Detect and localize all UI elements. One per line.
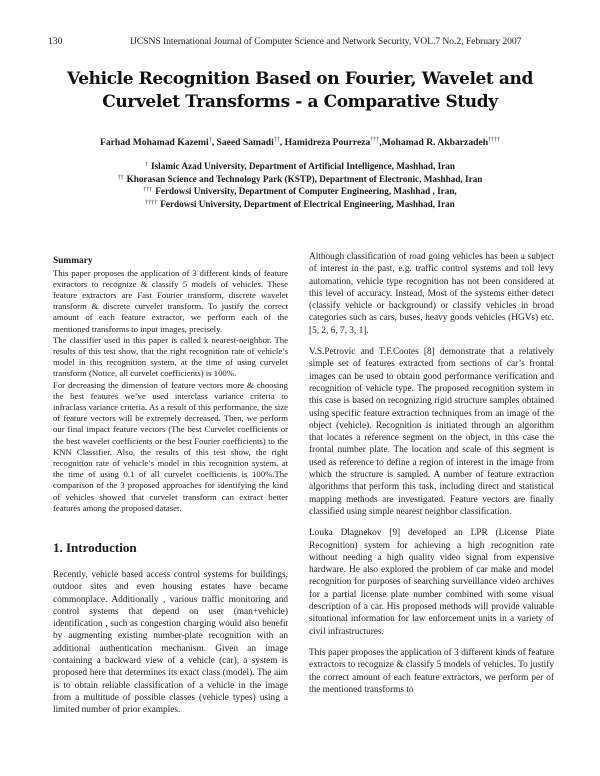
author-name: Saeed Samadi [216,137,274,148]
section-heading-introduction: 1. Introduction [53,539,137,555]
page-number: 130 [48,36,63,47]
author-name: Hamidreza Pourreza [284,137,371,148]
affiliation-text: Ferdowsi University, Department of Electrical Engineering, Mashhad, Iran [160,199,455,210]
paper-title [0,68,600,114]
author-list [0,134,600,149]
affiliation [0,160,600,173]
right-column [309,251,554,696]
author-separator: , [379,137,382,148]
title-line-2: Curvelet Transforms - a Comparative Study [102,92,498,112]
summary-paragraph: For decreasing the dimension of feature vectors more & choosing the best features we’ve used interclass variance criteria to infraclass variance criteria. As a result of this performance, the size of feature vectors will be extremely decreased. Then, we perform our final impact feature vectors (The best Curvelet coefficients or the best wavelet coefficients or the best Fourier coefficients) to the KNN Classifier. Also, the results of this test show, the right recognition rate of vehicle’s model in this recognition system, at the time of using 0.1 of all curvelet coefficients is 100%.The comparison of the 3 proposed approaches for identifying the kind of vehicles showed that curvelet transform can extract better features among the proposed dataset. [53,379,288,513]
intro-paragraph: Although classification of road going vehicles has been a subject of interest in the past, e.g. traffic control systems and toll levy automation, vehicle type recognition has not been considered at this level of accuracy. Instead, Most of the systems either detect (classify vehicle or background) or classify vehicles in broad categories such as cars, buses, heavy goods vehicles (HGVs) etc. [5, 2, 6, 7, 3, 1]. [309,252,554,336]
author-mark: †††† [488,137,501,143]
author-name: Mohamad R. Akbarzadeh [381,137,489,148]
affiliation-mark: †† [117,174,124,181]
affiliation [0,173,600,186]
intro-paragraph: Recently, vehicle based access control systems for buildings, outdoor sites and even housing estates have became commonplace. Additionally , various traffic monitoring and control systems that depend on user (man+vehicle) identification , such as congestion charging would also benefit by augmenting existing number-plate recognition with an additional authentication mechanism. Given an image containing a backward view of a vehicle (car), a system is proposed here that determines its exact class (model). The aim is to obtain reliable classification of a vehicle in the image from a multitude of possible classes (vehicle types) using a limited number of prior examples. [53,569,288,716]
affiliation-mark: †††† [145,200,158,207]
affiliation [0,198,600,211]
affiliation-text: Islamic Azad University, Department of Artificial Intelligence, Mashhad, Iran [151,161,455,171]
author-mark: † [208,137,212,143]
left-column [53,256,288,717]
affiliation-text: Ferdowsi University, Department of Computer Engineering, Mashhad , Iran, [155,186,457,197]
journal-citation: IJCSNS International Journal of Computer Science and Network Security, VOL.7 No.2, February 2007 [130,36,522,47]
author-name: Farhad Mohamad Kazemi [99,137,209,148]
running-header [48,35,568,49]
summary-paragraph: The classifier used in this paper is called k nearest-neighbor. The results of this test show, that the right recognition rate of vehicle’s model in this recognition system, at the time of using curvelet transform (Notice, all curvelet coefficients) is 100%. [53,334,288,379]
author-mark: †† [273,137,280,143]
affiliation-list [0,160,600,211]
author-separator: , [279,137,285,148]
title-line-1: Vehicle Recognition Based on Fourier, Wavelet and [67,69,533,89]
affiliation-mark: † [145,162,149,168]
intro-paragraph: Louka Dlagnekov [9] developed an LPR (License Plate Recognition) system for achieving a high recognition rate without needing a high quality video signal from expensive hardware. He also explored the problem of car make and model recognition for purposes of searching surveillance video archives for a partial license plate number combined with some visual description of a car. His proposed methods will provide valuable situational information for law enforcement units in a variety of civil infrastructures. [309,528,554,637]
affiliation-mark: ††† [143,187,153,194]
intro-paragraph: This paper proposes the application of 3 different kinds of feature extractors to recognize & classify 5 models of vehicles. To justify the correct amount of each feature extractors, we perform per of the mentioned transforms to [309,647,554,695]
author-separator: , [211,137,217,148]
affiliation-text: Khorasan Science and Technology Park (KSTP), Department of Electronic, Mashhad, Iran [126,173,483,184]
intro-paragraph: V.S.Petrovic and T.F.Cootes [8] demonstrate that a relatively simple set of features extracted from sections of car’s frontal images can be used to obtain good performance verification and recognition of vehicle type. The proposed recognition system in this case is based on recognizing rigid structure samples obtained using specific feature extraction techniques from an image of the object (vehicle). Recognition is initiated through an algorithm that locates a reference segment on the object, in this case the frontal number plate. The location and scale of this segment is used as reference to define a region of interest in the image from which the structure is sampled. A number of feature extraction algorithms that perform this task, including direct and statistical mapping methods are investigated. Feature vectors are finally classified using simple nearest neighbor classification. [309,347,554,517]
summary-heading: Summary [53,256,93,266]
author-mark: ††† [370,137,380,143]
summary-paragraph: This paper proposes the application of 3 different kinds of feature extractors to recognize & classify 5 models of vehicles. These feature extractors are Fast Fourier transform, discrete wavelet transform & discrete curvelet transform. To justify the correct amount of each feature extractor, we perform each of the mentioned transforms to input images, precisely. [53,267,288,334]
affiliation [0,185,600,198]
